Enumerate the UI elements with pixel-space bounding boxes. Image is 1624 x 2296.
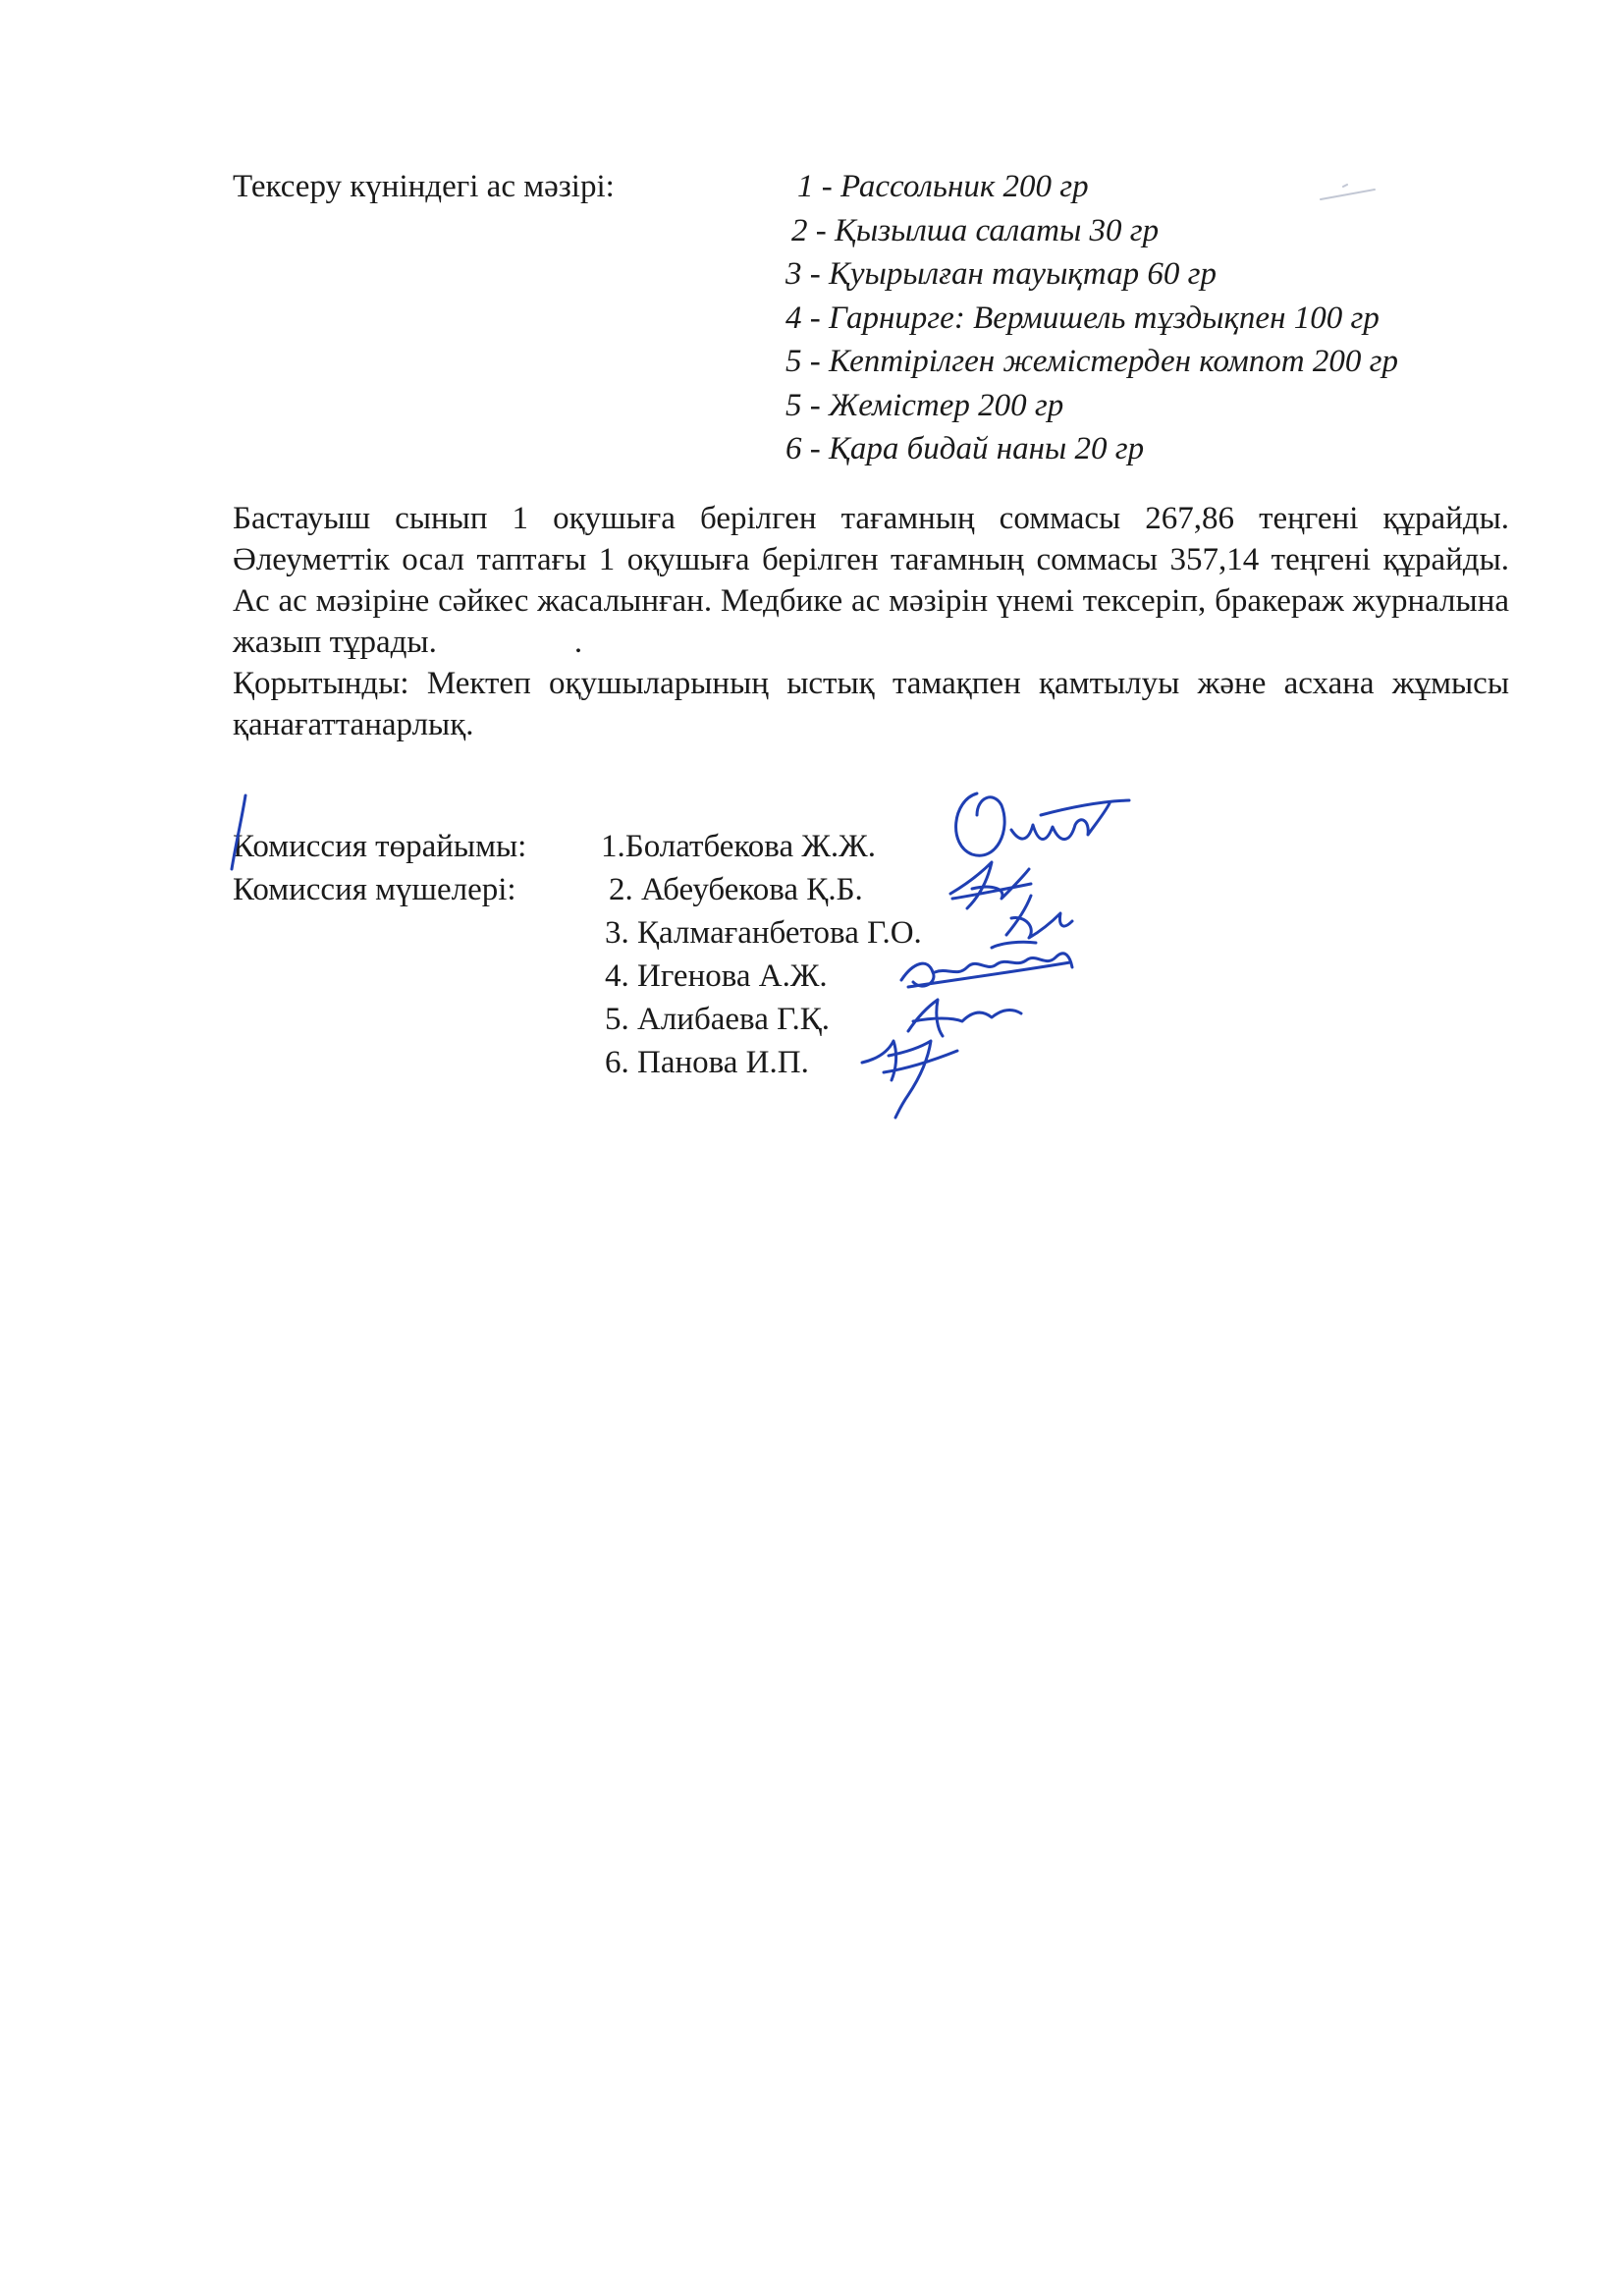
- chair-name: 1.Болатбекова Ж.Ж.: [601, 829, 876, 864]
- menu-item: 1 - Рассольник 200 гр: [797, 169, 1089, 204]
- signature-member-2: [950, 862, 1031, 908]
- conclusion-paragraph: Қорытынды: Мектеп оқушыларының ыстық тамақпен қамтылуы және асхана жұмысы қанағаттанарлық.: [233, 666, 1509, 742]
- menu-item: 4 - Гарнирге: Вермишель тұздықпен 100 гр: [785, 300, 1380, 336]
- signature-member-6: [862, 1041, 957, 1118]
- trailing-mark: .: [573, 625, 583, 660]
- menu-list: [785, 165, 1398, 471]
- signature-chair: [956, 793, 1129, 855]
- cost-paragraph-text: Бастауыш сынып 1 оқушыға берілген тағамның соммасы 267,86 теңгені құрайды. Әлеуметтік осал таптағы 1 оқушыға берілген тағамның соммасы 357,14 теңгені құрайды. Ас ас мәзіріне сәйкес жасалынған. Медбике ас мәзірін үнемі тексеріп, бракераж журналына жазып тұрады.: [233, 501, 1509, 660]
- menu-item: 3 - Қуырылған тауықтар 60 гр: [785, 256, 1217, 292]
- signature-member-3: [1006, 896, 1072, 938]
- member-name: 3. Қалмағанбетова Г.О.: [605, 915, 922, 951]
- signature-member-4: [901, 942, 1072, 987]
- menu-item: 5 - Жемістер 200 гр: [785, 387, 1064, 423]
- signature-member-5: [908, 1000, 1021, 1036]
- member-name: 6. Панова И.П.: [605, 1045, 809, 1080]
- chair-label: Комиссия төрайымы:: [233, 829, 527, 864]
- menu-item: 6 - Қара бидай наны 20 гр: [785, 431, 1145, 466]
- members-label: Комиссия мүшелері:: [233, 872, 516, 907]
- member-name: 4. Игенова А.Ж.: [605, 958, 828, 994]
- member-name: 2. Абеубекова Қ.Б.: [609, 872, 863, 907]
- menu-item: 5 - Кептірілген жемістерден компот 200 гр: [785, 344, 1398, 379]
- member-name: 5. Алибаева Г.Қ.: [605, 1002, 830, 1037]
- cost-paragraph: [233, 498, 1509, 663]
- report-body: [233, 498, 1509, 745]
- menu-item: 2 - Қызылша салаты 30 гр: [791, 212, 1160, 248]
- menu-label: Тексеру күніндегі ас мәзірі:: [233, 169, 615, 204]
